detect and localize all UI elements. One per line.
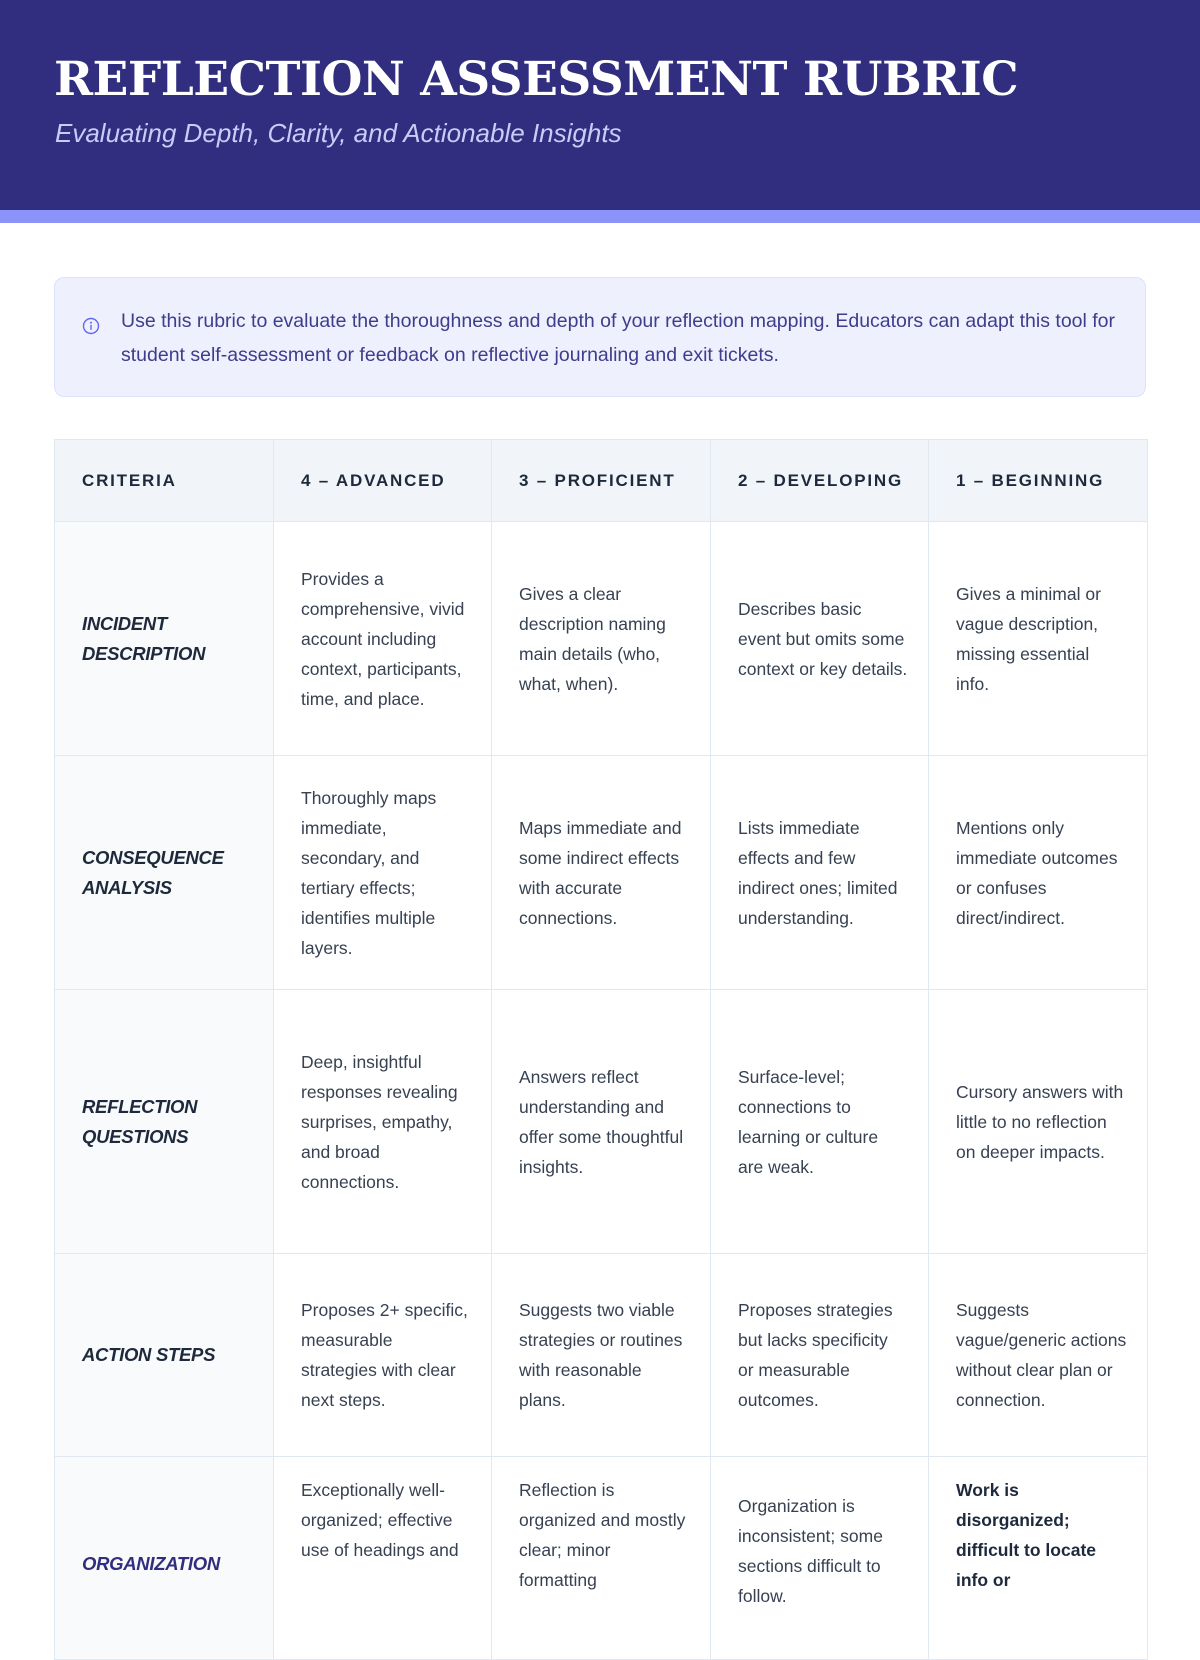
table-row: [55, 522, 1148, 756]
advanced-cell: Thoroughly maps immediate, secondary, and tertiary effects; identifies multiple layers.: [274, 756, 492, 990]
info-text: Use this rubric to evaluate the thoroughness and depth of your reflection mapping. Educators can adapt this tool for student self-assessment or feedback on reflective journaling and exit tickets.: [121, 310, 1116, 366]
table-row: [55, 756, 1148, 990]
proficient-cell: Answers reflect understanding and offer some thoughtful insights.: [492, 990, 711, 1254]
advanced-cell: Deep, insightful responses revealing surprises, empathy, and broad connections.: [274, 990, 492, 1254]
page-title: REFLECTION ASSESSMENT RUBRIC: [54, 52, 1019, 107]
table-row: [55, 990, 1148, 1254]
proficient-cell: Gives a clear description naming main details (who, what, when).: [492, 522, 711, 756]
info-circle-icon: [82, 317, 100, 335]
page-header: [0, 0, 1200, 210]
criteria-cell: ORGANIZATION: [55, 1457, 274, 1660]
header-developing: 2 – DEVELOPING: [711, 440, 929, 522]
advanced-cell: Exceptionally well-organized; effective use of headings and: [274, 1457, 492, 1660]
beginning-cell: Suggests vague/generic actions without clear plan or connection.: [929, 1254, 1148, 1457]
developing-cell: Surface-level; connections to learning or culture are weak.: [711, 990, 929, 1254]
advanced-cell: Provides a comprehensive, vivid account including context, participants, time, and place.: [274, 522, 492, 756]
advanced-cell: Proposes 2+ specific, measurable strategies with clear next steps.: [274, 1254, 492, 1457]
developing-cell: Proposes strategies but lacks specificity or measurable outcomes.: [711, 1254, 929, 1457]
rubric-table: [54, 439, 1148, 1660]
table-row: [55, 1254, 1148, 1457]
header-beginning: 1 – BEGINNING: [929, 440, 1148, 522]
header-proficient: 3 – PROFICIENT: [492, 440, 711, 522]
beginning-cell: Mentions only immediate outcomes or confuses direct/indirect.: [929, 756, 1148, 990]
developing-cell: Organization is inconsistent; some sections difficult to follow.: [711, 1457, 929, 1660]
developing-cell: Lists immediate effects and few indirect ones; limited understanding.: [711, 756, 929, 990]
info-callout: [54, 277, 1146, 397]
header-criteria: CRITERIA: [55, 440, 274, 522]
criteria-cell: ACTION STEPS: [55, 1254, 274, 1457]
criteria-cell: CONSEQUENCE ANALYSIS: [55, 756, 274, 990]
proficient-cell: Reflection is organized and mostly clear; minor formatting: [492, 1457, 711, 1660]
table-header-row: [55, 440, 1148, 522]
developing-cell: Describes basic event but omits some context or key details.: [711, 522, 929, 756]
beginning-cell: Work is disorganized; difficult to locate info or: [929, 1457, 1148, 1660]
criteria-cell: REFLECTION QUESTIONS: [55, 990, 274, 1254]
proficient-cell: Maps immediate and some indirect effects with accurate connections.: [492, 756, 711, 990]
header-advanced: 4 – ADVANCED: [274, 440, 492, 522]
table-row: [55, 1457, 1148, 1660]
header-accent-bar: [0, 210, 1200, 223]
criteria-cell: INCIDENT DESCRIPTION: [55, 522, 274, 756]
page-subtitle: Evaluating Depth, Clarity, and Actionable Insights: [55, 118, 622, 148]
proficient-cell: Suggests two viable strategies or routines with reasonable plans.: [492, 1254, 711, 1457]
beginning-cell: Cursory answers with little to no reflection on deeper impacts.: [929, 990, 1148, 1254]
beginning-cell: Gives a minimal or vague description, missing essential info.: [929, 522, 1148, 756]
